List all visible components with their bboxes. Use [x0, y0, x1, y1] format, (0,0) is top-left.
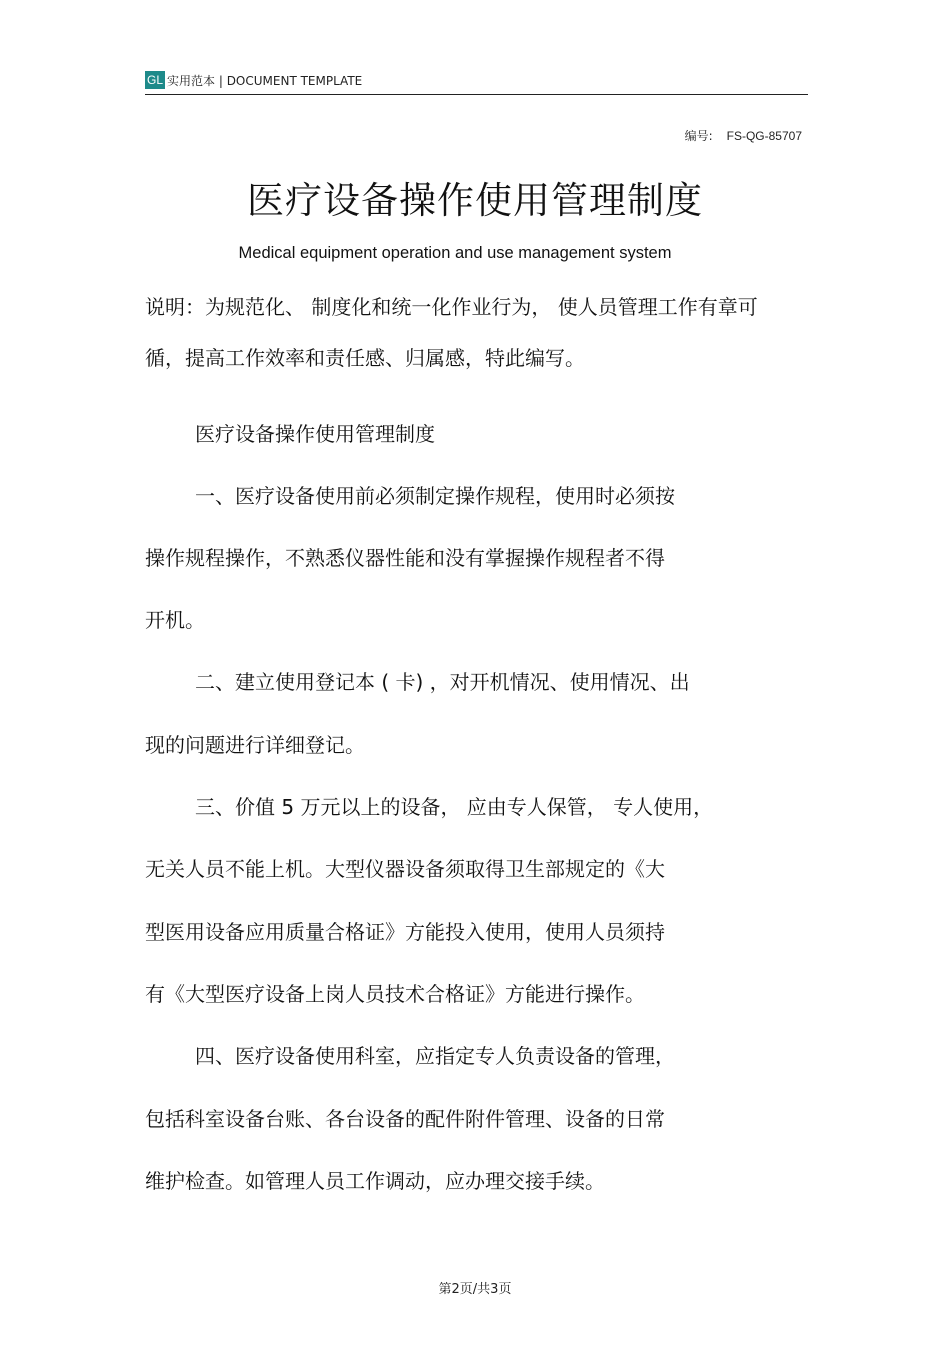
body-line: 型医用设备应用质量合格证》方能投入使用，使用人员须持 [145, 920, 665, 944]
page-subtitle: Medical equipment operation and use management system [238, 244, 672, 262]
body-line: 说明：为规范化、 制度化和统一化作业行为， 使人员管理工作有章可 [145, 295, 758, 319]
body-line: 操作规程操作，不熟悉仪器性能和没有掌握操作规程者不得 [145, 546, 665, 570]
body-line: 包括科室设备台账、各台设备的配件附件管理、设备的日常 [145, 1107, 665, 1131]
body-line: 现的问题进行详细登记。 [145, 733, 365, 757]
document-number-label: 编号: [684, 129, 713, 143]
body-line: 二、建立使用登记本 ( 卡) ，对开机情况、使用情况、出 [195, 670, 690, 694]
page-footer: 第2页/共3页 [438, 1282, 512, 1297]
header-logo-group [145, 70, 362, 90]
body-line: 三、价值 5 万元以上的设备， 应由专人保管， 专人使用， [195, 795, 714, 819]
body-line: 开机。 [145, 608, 205, 632]
section-heading: 医疗设备操作使用管理制度 [195, 422, 435, 446]
body-line: 四、医疗设备使用科室，应指定专人负责设备的管理， [195, 1044, 675, 1068]
body-line: 循，提高工作效率和责任感、归属感，特此编写。 [145, 346, 585, 370]
body-line: 无关人员不能上机。大型仪器设备须取得卫生部规定的《大 [145, 857, 665, 881]
logo-icon: GL [147, 73, 164, 87]
body-line: 维护检查。如管理人员工作调动，应办理交接手续。 [145, 1169, 605, 1193]
document-number [685, 127, 802, 144]
header-text: 实用范本 | DOCUMENT TEMPLATE [167, 73, 363, 88]
page-title: 医疗设备操作使用管理制度 [247, 179, 703, 222]
body-line: 一、医疗设备使用前必须制定操作规程，使用时必须按 [195, 484, 675, 508]
page-header [145, 68, 808, 95]
document-number-value: FS-QG-85707 [726, 129, 802, 143]
body-line: 有《大型医疗设备上岗人员技术合格证》方能进行操作。 [145, 982, 645, 1006]
